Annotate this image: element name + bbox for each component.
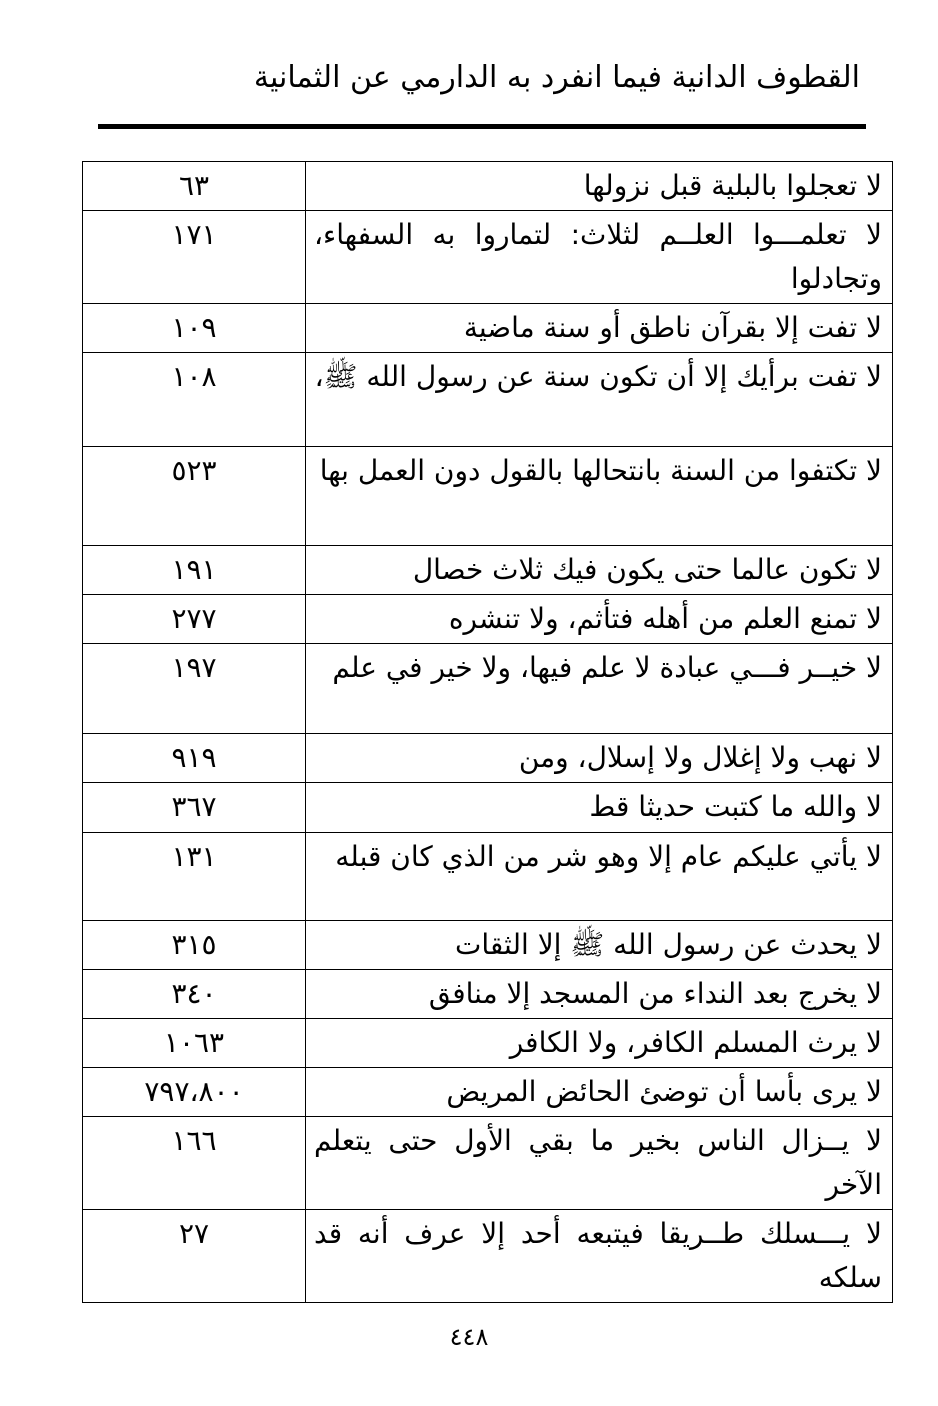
table-row bbox=[83, 595, 893, 644]
narration-text: لا يرى بأسا أن توضئ الحائض المريض bbox=[306, 1068, 893, 1117]
page-reference: ٣٤٠ bbox=[83, 970, 306, 1019]
table-row bbox=[83, 1210, 893, 1303]
narration-text: لا خيــر فـــي عبادة لا علم فيها، ولا خير في علم bbox=[306, 644, 893, 734]
table-row bbox=[83, 970, 893, 1019]
table-row bbox=[83, 1117, 893, 1210]
narration-text: لا تفت إلا بقرآن ناطق أو سنة ماضية bbox=[306, 304, 893, 353]
table-row bbox=[83, 447, 893, 546]
page-reference: ٢٧٧ bbox=[83, 595, 306, 644]
page-reference: ٦٣ bbox=[83, 162, 306, 211]
table-row bbox=[83, 353, 893, 447]
page-reference: ٢٧ bbox=[83, 1210, 306, 1303]
narration-text: لا يحدث عن رسول الله ﷺ إلا الثقات bbox=[306, 921, 893, 970]
table-row bbox=[83, 833, 893, 921]
narration-text: لا يرث المسلم الكافر، ولا الكافر bbox=[306, 1019, 893, 1068]
narration-text: لا يأتي عليكم عام إلا وهو شر من الذي كان قبله bbox=[306, 833, 893, 921]
running-header-title: القطوف الدانية فيما انفرد به الدارمي عن الثمانية bbox=[253, 60, 860, 95]
page-reference: ١٠٨ bbox=[83, 353, 306, 447]
page-number: ٤٤٨ bbox=[449, 1323, 489, 1351]
narration-text: لا نهب ولا إغلال ولا إسلال، ومن bbox=[306, 734, 893, 783]
page-reference: ١٦٦ bbox=[83, 1117, 306, 1210]
table-row bbox=[83, 1068, 893, 1117]
page-reference: ١٣١ bbox=[83, 833, 306, 921]
table-row bbox=[83, 546, 893, 595]
table-row bbox=[83, 734, 893, 783]
narration-text: لا تكتفوا من السنة بانتحالها بالقول دون العمل بها bbox=[306, 447, 893, 546]
narration-text: لا والله ما كتبت حديثا قط bbox=[306, 783, 893, 833]
page-reference: ٥٢٣ bbox=[83, 447, 306, 546]
table-row bbox=[83, 1019, 893, 1068]
index-table bbox=[82, 161, 893, 1303]
page-reference: ١٠٩ bbox=[83, 304, 306, 353]
narration-text: لا تعلمـــوا العلــم لثلاث: لتماروا به السفهاء، وتجادلوا bbox=[306, 211, 893, 304]
page-reference: ٣٦٧ bbox=[83, 783, 306, 833]
table-row bbox=[83, 921, 893, 970]
narration-text: لا يخرج بعد النداء من المسجد إلا منافق bbox=[306, 970, 893, 1019]
page-reference: ٣١٥ bbox=[83, 921, 306, 970]
table-row bbox=[83, 304, 893, 353]
page-reference: ٧٩٧،٨٠٠ bbox=[83, 1068, 306, 1117]
narration-text: لا يــزال الناس بخير ما بقي الأول حتى يتعلم الآخر bbox=[306, 1117, 893, 1210]
page-reference: ١٩١ bbox=[83, 546, 306, 595]
index-table-body bbox=[83, 162, 893, 1303]
narration-text: لا يـــسلك طــريقا فيتبعه أحد إلا عرف أنه قد سلكه bbox=[306, 1210, 893, 1303]
page-reference: ٩١٩ bbox=[83, 734, 306, 783]
narration-text: لا تعجلوا بالبلية قبل نزولها bbox=[306, 162, 893, 211]
header-divider bbox=[98, 124, 866, 129]
narration-text: لا تمنع العلم من أهله فتأثم، ولا تنشره bbox=[306, 595, 893, 644]
page-reference: ١٩٧ bbox=[83, 644, 306, 734]
narration-text: لا تفت برأيك إلا أن تكون سنة عن رسول الله ﷺ، bbox=[306, 353, 893, 447]
page-reference: ١٠٦٣ bbox=[83, 1019, 306, 1068]
table-row bbox=[83, 644, 893, 734]
page-reference: ١٧١ bbox=[83, 211, 306, 304]
table-row bbox=[83, 783, 893, 833]
narration-text: لا تكون عالما حتى يكون فيك ثلاث خصال bbox=[306, 546, 893, 595]
table-row bbox=[83, 211, 893, 304]
table-row bbox=[83, 162, 893, 211]
